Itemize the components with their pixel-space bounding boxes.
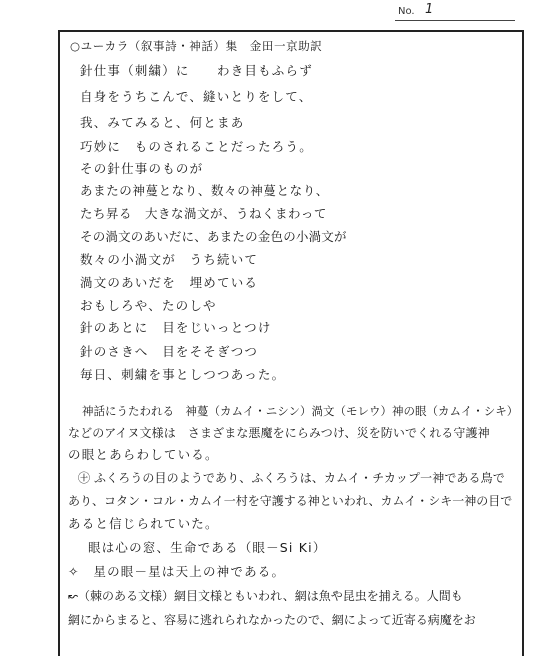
- body-line: などのアイヌ文様は さまざまな悪魔をにらみつけ、災を防いでくれる守護神: [68, 426, 490, 440]
- page-number: 1: [425, 2, 434, 17]
- body-line: 神話にうたわれる 神蔓（カムイ・ニシン）渦文（モレウ）神の眼（カムイ・シキ）: [82, 404, 519, 418]
- body-line: ↜（棘のある文様）網目文様ともいわれ、網は魚や昆虫を捕える。人間も: [68, 589, 463, 603]
- poem-line: あまたの神蔓となり、数々の神蔓となり、: [80, 183, 329, 198]
- poem-line: 自身をうちこんで、縫いとりをして、: [80, 89, 313, 104]
- poem-line: 巧妙に ものされることだったろう。: [80, 139, 313, 154]
- body-line: ✧ 星の眼－星は天上の神である。: [68, 564, 286, 579]
- poem-line: その渦文のあいだに、あまたの金色の小渦文が: [80, 229, 347, 244]
- body-line: ㊉ ふくろうの目のようであり、ふくろうは、カムイ・チカップ一神である鳥で: [78, 471, 505, 485]
- document-heading: ○ユーカラ（叙事詩・神話）集 金田一京助訳: [70, 39, 323, 53]
- poem-line: たち昇る 大きな渦文が、うねくまわって: [80, 206, 327, 221]
- body-line: 網にからまると、容易に逃れられなかったので、網によって近寄る病魔をお: [68, 613, 476, 627]
- poem-line: 毎日、刺繍を事としつつあった。: [80, 367, 286, 382]
- page-number-label: No.: [398, 6, 415, 17]
- page-number-underline: [395, 20, 515, 21]
- body-line: の眼とあらわしている。: [68, 447, 219, 462]
- poem-line: おもしろや、たのしや: [80, 298, 217, 313]
- poem-line: 我、みてみると、何とまあ: [80, 115, 245, 130]
- poem-line: 数々の小渦文が うち続いて: [80, 252, 259, 267]
- body-line: あると信じられていた。: [68, 516, 219, 531]
- poem-line: 針仕事（刺繍）に わき目もふらず: [80, 63, 313, 78]
- poem-line: 針のさきへ 目をそそぎつつ: [80, 344, 259, 359]
- poem-line: 針のあとに 目をじいっとつけ: [80, 320, 272, 335]
- body-line: あり、コタン・コル・カムイ一村を守護する神といわれ、カムイ・シキ一神の目で: [68, 494, 513, 508]
- poem-line: 渦文のあいだを 埋めている: [80, 275, 259, 290]
- body-line: 眼は心の窓、生命である（眼－Si Ki）: [88, 540, 327, 555]
- poem-line: その針仕事のものが: [80, 161, 204, 176]
